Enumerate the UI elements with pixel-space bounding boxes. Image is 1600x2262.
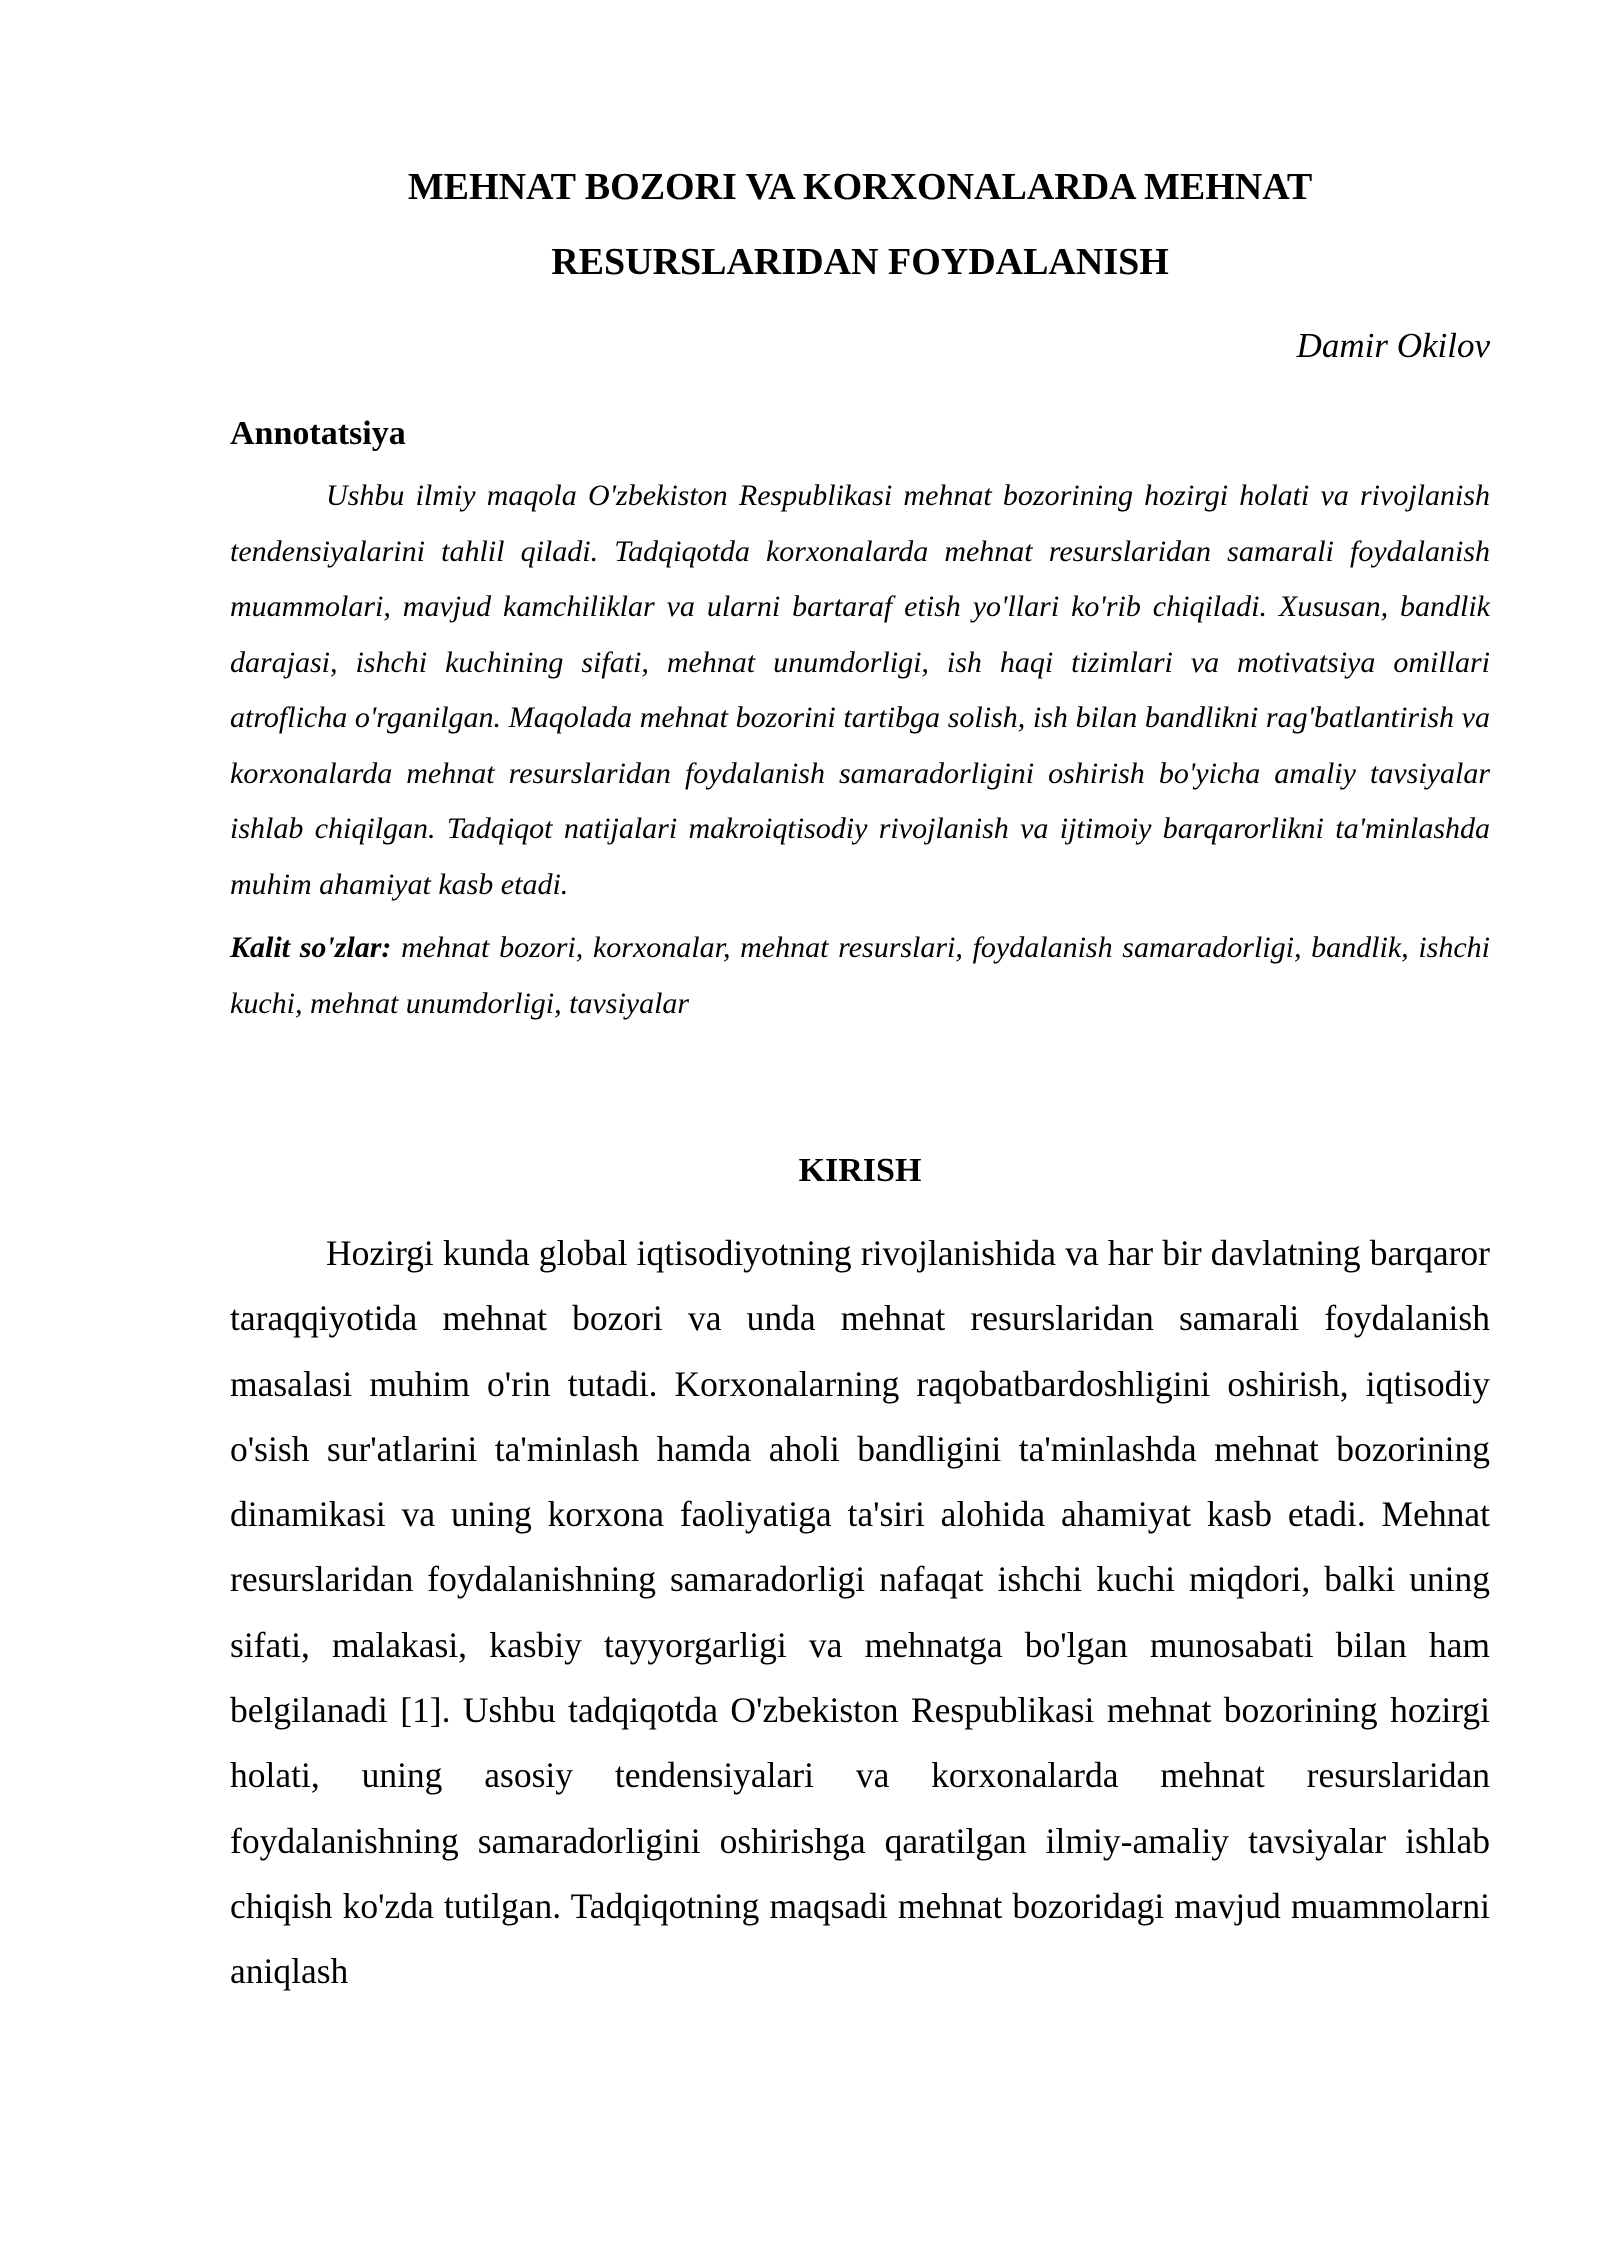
paper-title	[230, 150, 1490, 300]
introduction-paragraph: Hozirgi kunda global iqtisodiyotning rivojlanishida va har bir davlatning barqaror taraqqiyotida mehnat bozori va unda mehnat resurslaridan samarali foydalanish masalasi muhim o'rin tutadi. Korxonalarning raqobatbardoshligini oshirish, iqtisodiy o'sish sur'atlarini ta'minlash hamda aholi bandligini ta'minlashda mehnat bozorining dinamikasi va uning korxona faoliyatiga ta'siri alohida ahamiyat kasb etadi. Mehnat resurslaridan foydalanishning samaradorligi nafaqat ishchi kuchi miqdori, balki uning sifati, malakasi, kasbiy tayyorgarligi va mehnatga bo'lgan munosabati bilan ham belgilanadi [1]. Ushbu tadqiqotda O'zbekiston Respublikasi mehnat bozorining hozirgi holati, uning asosiy tendensiyalari va korxonalarda mehnat resurslaridan foydalanishning samaradorligini oshirishga qaratilgan ilmiy-amaliy tavsiyalar ishlab chiqish ko'zda tutilgan. Tadqiqotning maqsadi mehnat bozoridagi mavjud muammolarni aniqlash	[230, 1233, 1490, 1992]
keywords-list: mehnat bozori, korxonalar, mehnat resurslari, foydalanish samaradorligi, bandlik, ishchi kuchi, mehnat unumdorligi, tavsiyalar	[230, 931, 1490, 1020]
annotation-heading: Annotatsiya	[230, 415, 406, 452]
abstract-text: Ushbu ilmiy maqola O'zbekiston Respublikasi mehnat bozorining hozirgi holati va rivojlanish tendensiyalarini tahlil qiladi. Tadqiqotda korxonalarda mehnat resurslaridan samarali foydalanish muammolari, mavjud kamchiliklar va ularni bartaraf etish yo'llari ko'rib chiqiladi. Xususan, bandlik darajasi, ishchi kuchining sifati, mehnat unumdorligi, ish haqi tizimlari va motivatsiya omillari atroflicha o'rganilgan. Maqolada mehnat bozorini tartibga solish, ish bilan bandlikni rag'batlantirish va korxonalarda mehnat resurslaridan foydalanish samaradorligini oshirish bo'yicha amaliy tavsiyalar ishlab chiqilgan. Tadqiqot natijalari makroiqtisodiy rivojlanish va ijtimoiy barqarorlikni ta'minlashda muhim ahamiyat kasb etadi.	[230, 479, 1490, 901]
keywords-paragraph	[230, 920, 1490, 1031]
author-name: Damir Okilov	[1296, 326, 1490, 365]
section-heading-introduction: KIRISH	[798, 1152, 922, 1189]
title-line-1: MEHNAT BOZORI VA KORXONALARDA MEHNAT	[407, 166, 1313, 208]
page-content	[230, 150, 1490, 2005]
keywords-label: Kalit so'zlar:	[230, 931, 392, 964]
title-line-2: RESURSLARIDAN FOYDALANISH	[551, 241, 1169, 283]
